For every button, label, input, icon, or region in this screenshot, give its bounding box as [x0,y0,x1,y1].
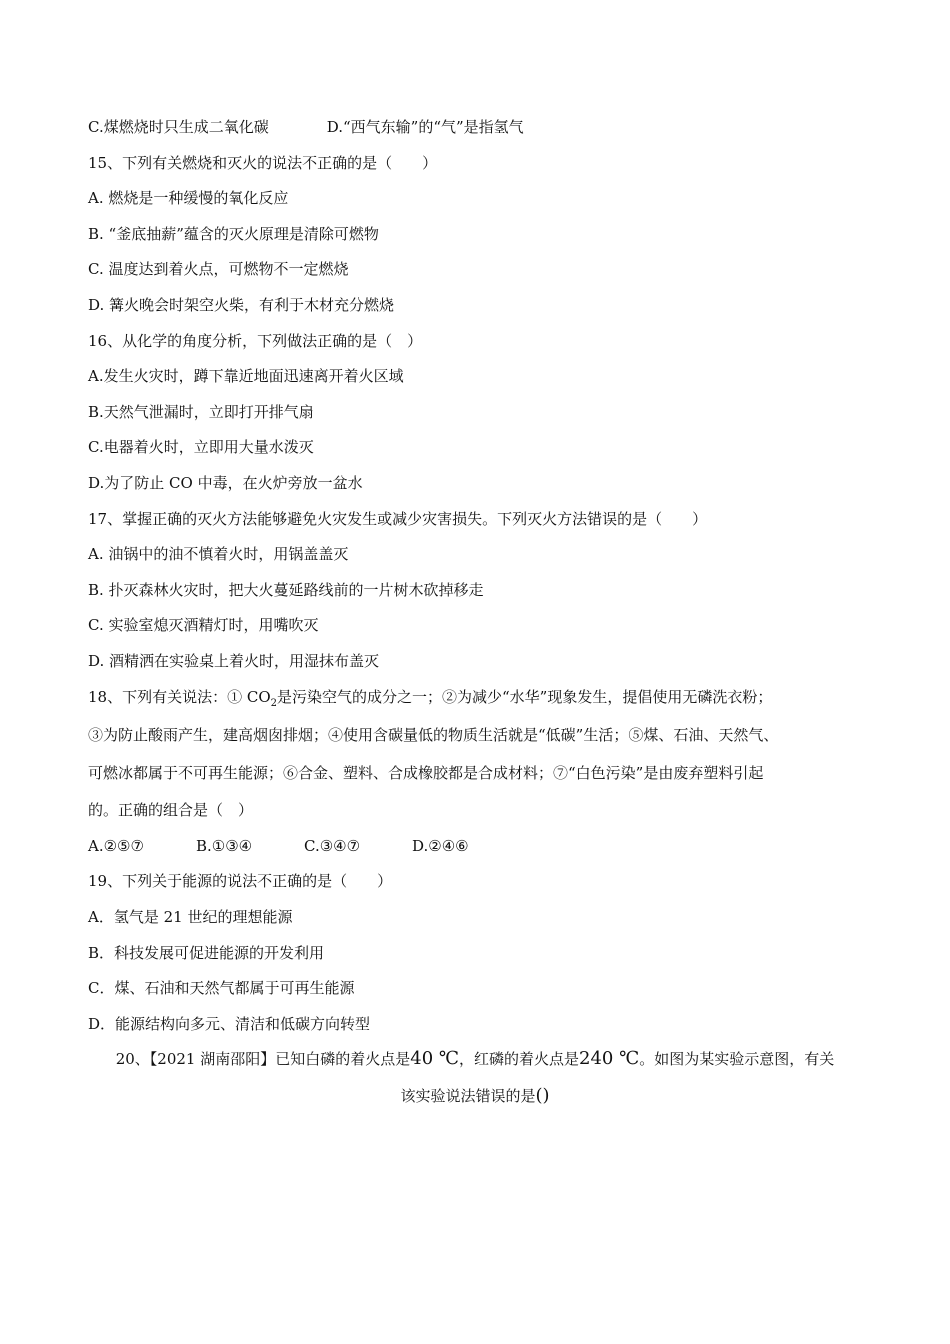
option-18d: D.②④⑥ [412,837,469,855]
question-17-stem: 17、掌握正确的灭火方法能够避免火灾发生或减少灾害损失。下列灭火方法错误的是（ ） [88,510,708,528]
question-18-options [88,836,469,856]
option-14d: D.“西气东输”的“气”是指氢气 [326,118,524,136]
question-14-options-cd [88,117,524,137]
question-16-stem: 16、从化学的角度分析，下列做法正确的是（ ） [88,332,423,350]
option-15b: B. “釜底抽薪”蕴含的灭火原理是清除可燃物 [88,225,379,243]
white-phosphorus-temp: 40 ℃ [410,1048,460,1069]
option-19a: A．氢气是 21 世纪的理想能源 [88,908,293,926]
question-15-stem: 15、下列有关燃烧和灭火的说法不正确的是（ ） [88,154,438,172]
option-15c: C. 温度达到着火点，可燃物不一定燃烧 [88,260,349,278]
option-17d: D. 酒精洒在实验桌上着火时，用湿抹布盖灭 [88,652,380,670]
option-19d: D．能源结构向多元、清洁和低碳方向转型 [88,1015,371,1033]
option-19c: C．煤、石油和天然气都属于可再生能源 [88,979,355,997]
option-18a: A.②⑤⑦ [88,837,144,855]
option-18c: C.③④⑦ [304,837,361,855]
option-16d: D.为了防止 CO 中毒，在火炉旁放一盆水 [88,474,363,492]
option-18b: B.①③④ [196,837,253,855]
question-18-stem-line-1: 18、下列有关说法：① $CO_2$是污染空气的成分之一；②为减少“水华”现象发生，提倡使用无磷洗衣粉； [88,688,773,709]
question-18-stem-line-3: 可燃冰都属于不可再生能源；⑥合金、塑料、合成橡胶都是合成材料；⑦“白色污染”是由废弃塑料引起 [88,764,764,782]
option-17a: A. 油锅中的油不慎着火时，用锅盖盖灭 [88,545,349,563]
option-16c: C.电器着火时，立即用大量水泼灭 [88,438,314,456]
option-16a: A.发生火灾时，蹲下靠近地面迅速离开着火区域 [88,367,404,385]
red-phosphorus-temp: 240 ℃ [579,1048,640,1069]
question-19-stem: 19、下列关于能源的说法不正确的是（ ） [88,872,393,890]
option-16b: B.天然气泄漏时，立即打开排气扇 [88,403,314,421]
subscript-2: 2 [270,698,278,709]
question-18-stem-line-2: ③为防止酸雨产生，建高烟囱排烟；④使用含碳量低的物质生活就是“低碳”生活；⑤煤、石油、天然气、 [88,726,779,744]
question-20-stem-line-2: 该实验说法错误的是() [400,1085,550,1106]
answer-parentheses: () [535,1085,550,1106]
question-20-stem-line-1: 20、【2021 湖南邵阳】已知白磷的着火点是40 ℃，红磷的着火点是240 ℃。如图为某实验示意图，有关 [115,1048,835,1069]
option-17b: B. 扑灭森林火灾时，把大火蔓延路线前的一片树木砍掉移走 [88,581,484,599]
question-18-stem-line-4: 的。正确的组合是（ ） [88,801,254,819]
option-15d: D. 篝火晚会时架空火柴，有利于木材充分燃烧 [88,296,395,314]
option-14c: C.煤燃烧时只生成二氧化碳 [88,118,269,136]
option-19b: B．科技发展可促进能源的开发利用 [88,944,325,962]
option-15a: A. 燃烧是一种缓慢的氧化反应 [88,189,289,207]
option-17c: C. 实验室熄灭酒精灯时，用嘴吹灭 [88,616,319,634]
